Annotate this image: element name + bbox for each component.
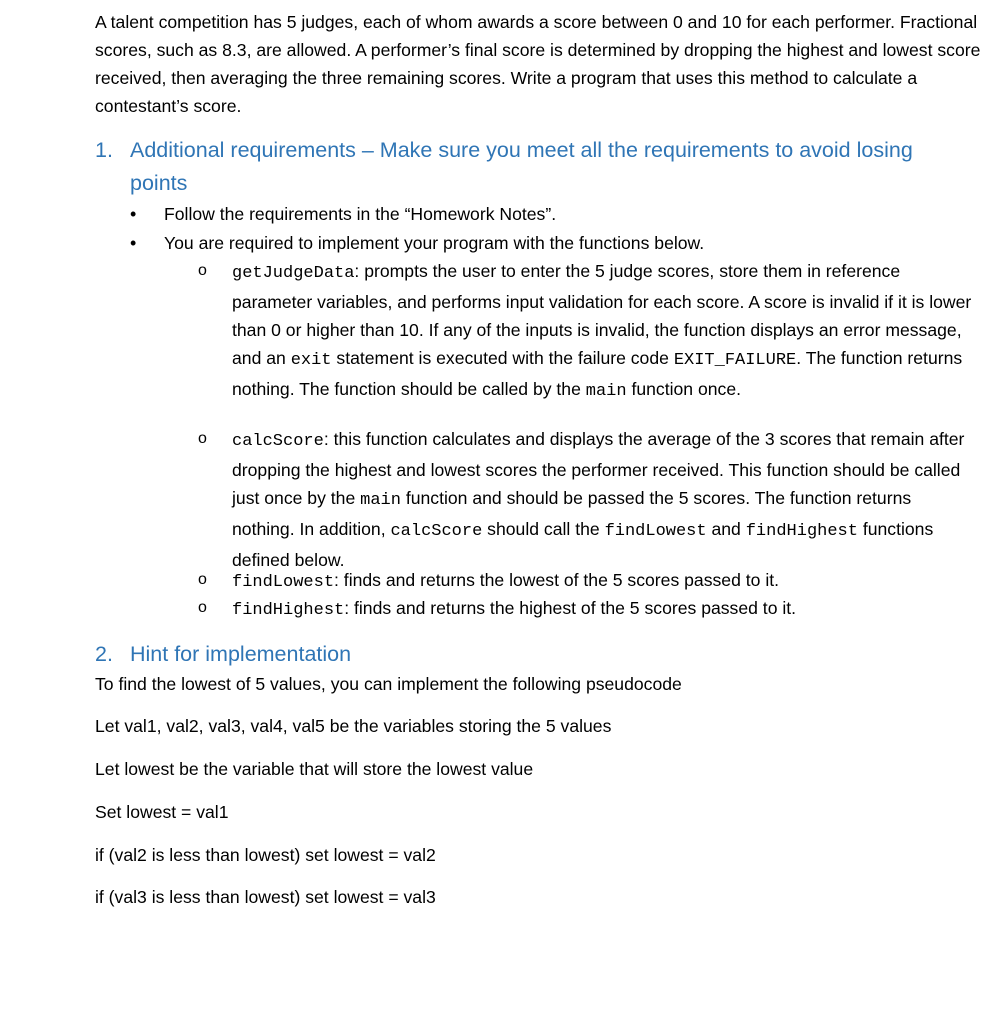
hint-line: To find the lowest of 5 values, you can implement the following pseudocode xyxy=(95,674,682,694)
hint-line: Set lowest = val1 xyxy=(95,802,229,822)
function-description: findHighest: finds and returns the highest of the 5 scores passed to it. xyxy=(232,598,797,620)
function-name: findLowest xyxy=(232,573,335,592)
function-description: findLowest: finds and returns the lowest of the 5 scores passed to it. xyxy=(232,570,780,592)
hint-line: Let lowest be the variable that will store the lowest value xyxy=(95,759,534,779)
section-1-heading xyxy=(95,134,965,200)
hint-line: if (val3 is less than lowest) set lowest = val3 xyxy=(95,887,436,907)
function-name: calcScore xyxy=(232,432,324,451)
function-description: calcScore: this function calculates and displays the average of the 3 scores that remain after dropping the highest and lowest scores the performer received. This function should be called just once by the main function and should be passed the 5 scores. The function returns nothing. In addition, calcScore should call the findLowest and findHighest functions defined below. xyxy=(232,429,965,570)
intro-paragraph: A talent competition has 5 judges, each of whom awards a score between 0 and 10 for each performer. Fractional scores, such as 8.3, are allowed. A performer’s final score is determined by dropping the highest and lowest score received, then averaging the three remaining scores. Write a program that uses this method to calculate a contestant’s score. xyxy=(95,12,981,116)
hint-line: Let val1, val2, val3, val4, val5 be the variables storing the 5 values xyxy=(95,716,612,736)
bullet-dot-icon: • xyxy=(130,233,137,253)
function-description: getJudgeData: prompts the user to enter the 5 judge scores, store them in reference parameter variables, and performs input validation for each score. A score is invalid if it is lower than 0 or higher than 10. If any of the inputs is invalid, the function displays an error message, and an exit statement is executed with the failure code EXIT_FAILURE. The function returns nothing. The function should be called by the main function once. xyxy=(232,261,972,401)
function-name: findHighest xyxy=(232,601,345,620)
section-2-heading xyxy=(95,638,965,671)
sub-bullet-circle-icon: o xyxy=(198,262,207,279)
function-name: getJudgeData xyxy=(232,264,355,283)
bullet-dot-icon: • xyxy=(130,204,137,224)
section-1-title: Additional requirements – Make sure you meet all the requirements to avoid losing points xyxy=(130,138,913,195)
hint-line: if (val2 is less than lowest) set lowest = val2 xyxy=(95,845,436,865)
section-2-title: Hint for implementation xyxy=(130,642,352,666)
bullet-text: Follow the requirements in the “Homework Notes”. xyxy=(164,204,557,224)
section-1-number: 1. xyxy=(95,138,113,162)
section-2-number: 2. xyxy=(95,642,113,666)
sub-bullet-circle-icon: o xyxy=(198,599,207,616)
bullet-text: You are required to implement your program with the functions below. xyxy=(164,233,705,253)
sub-bullet-circle-icon: o xyxy=(198,430,207,447)
sub-bullet-circle-icon: o xyxy=(198,571,207,588)
